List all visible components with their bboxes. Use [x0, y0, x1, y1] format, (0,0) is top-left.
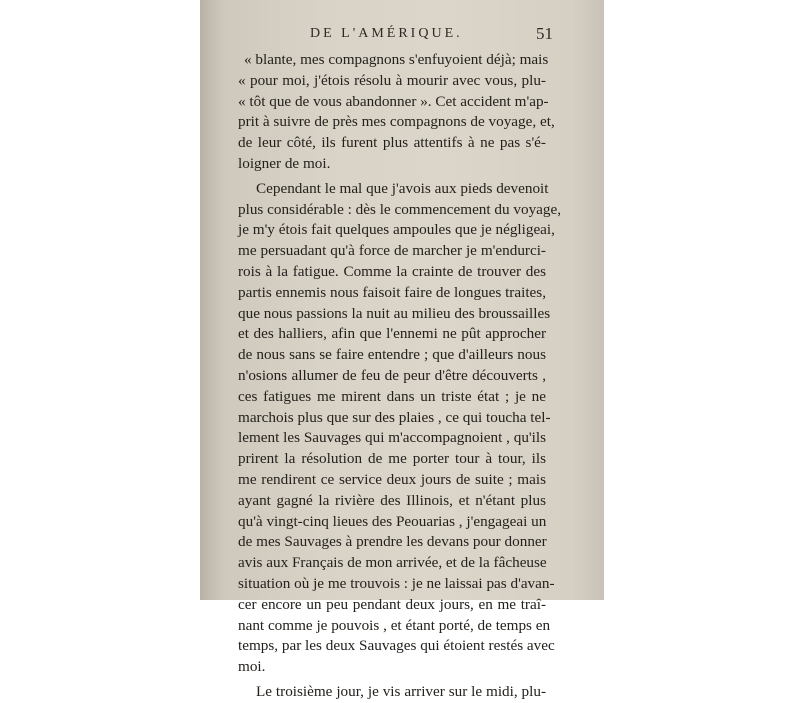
text-line: « tôt que de vous abandonner ». Cet accident m'ap-	[238, 92, 549, 110]
book-page	[200, 0, 604, 700]
text-line: Cependant le mal que j'avois aux pieds devenoit	[256, 179, 549, 197]
text-line: nant comme je pouvois , et étant porté, de temps en	[238, 616, 551, 634]
text-line: ayant gagné la rivière des Illinois, et n'étant plus	[238, 491, 546, 509]
text-line: que nous passions la nuit au milieu des broussailles	[238, 304, 551, 322]
text-line: et des halliers, afin que l'ennemi ne pût approcher	[238, 325, 546, 343]
body-text	[238, 50, 562, 703]
text-line: n'osions allumer de feu de peur d'être découverts ,	[238, 366, 546, 384]
text-line: de nous sans se faire entendre ; que d'ailleurs nous	[238, 346, 546, 364]
text-line: « blante, mes compagnons s'enfuyoient déjà; mais	[244, 51, 549, 68]
text-line: temps, par les deux Sauvages qui étoient restés avec	[238, 637, 555, 655]
text-line: moi.	[238, 658, 266, 676]
text-line: avis aux Français de mon arrivée, et de la fâcheuse	[238, 554, 547, 572]
text-line: de mes Sauvages à prendre les devans pour donner	[238, 533, 547, 551]
text-line: « pour moi, j'étois résolu à mourir avec vous, plu-	[238, 71, 546, 89]
text-line: ces fatigues me mirent dans un triste état ; je ne	[238, 387, 546, 405]
running-header: DE L'AMÉRIQUE.	[310, 26, 463, 41]
text-line: cer encore un peu pendant deux jours, en me traî-	[238, 595, 546, 613]
text-line: je m'y étois fait quelques ampoules que je négligeai,	[238, 221, 555, 239]
text-line: me rendirent ce service deux jours de suite ; mais	[238, 470, 546, 488]
page-number: 51	[536, 24, 553, 43]
text-line: rois à la fatigue. Comme la crainte de trouver des	[238, 262, 546, 280]
text-line: Le troisième jour, je vis arriver sur le midi, plu-	[256, 682, 546, 700]
text-line: de leur côté, ils furent plus attentifs à ne pas s'é-	[238, 134, 546, 152]
text-line: me persuadant qu'à force de marcher je m'endurci-	[238, 242, 546, 260]
text-line: marchois plus que sur des plaies , ce qui toucha tel-	[238, 408, 551, 426]
text-line: qu'à vingt-cinq lieues des Peouarias , j'engageai un	[238, 512, 547, 530]
text-line: prit à suivre de près mes compagnons de voyage, et,	[238, 113, 555, 131]
text-line: prirent la résolution de me porter tour à tour, ils	[238, 450, 546, 468]
text-line: lement les Sauvages qui m'accompagnoient , qu'ils	[238, 429, 546, 447]
text-line: loigner de moi.	[238, 154, 331, 172]
text-line: partis ennemis nous faisoit faire de longues traites,	[238, 283, 546, 301]
text-line: situation où je me trouvois : je ne laissai pas d'avan-	[238, 574, 555, 592]
text-line: plus considérable : dès le commencement du voyage,	[238, 200, 562, 218]
